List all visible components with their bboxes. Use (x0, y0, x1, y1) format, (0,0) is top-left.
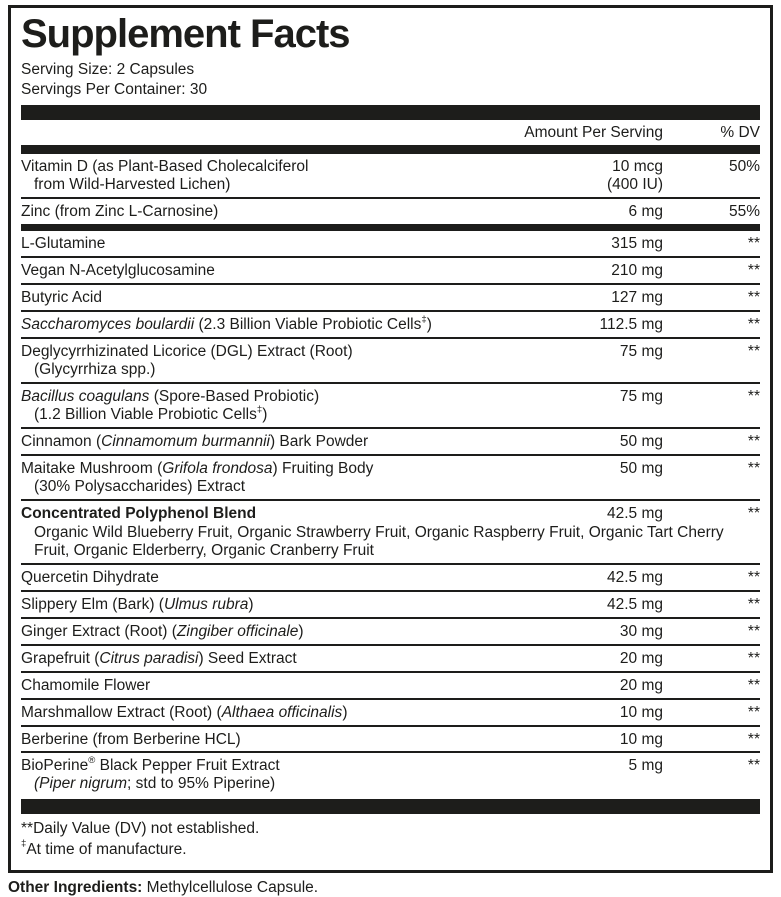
amount-per-serving: 50 mg (619, 459, 663, 477)
daily-value: ** (747, 568, 760, 586)
ingredient-row (21, 590, 760, 617)
ingredient-name: Grapefruit (Citrus paradisi) Seed Extract (21, 649, 297, 667)
ingredient-row (21, 337, 760, 382)
header-divider-bar (21, 105, 760, 120)
ingredient-name: Vitamin D (as Plant-Based Cholecalciferol from Wild-Harvested Lichen) (21, 158, 309, 194)
ingredient-row (21, 751, 760, 796)
ingredient-row (21, 231, 760, 256)
daily-value: ** (747, 343, 760, 360)
ingredient-name: Vegan N-Acetylglucosamine (21, 262, 215, 280)
ingredient-row (21, 283, 760, 310)
amount-per-serving: 10 mg (619, 730, 663, 748)
dv-column-header: % DV (720, 124, 760, 142)
daily-value: ** (747, 316, 760, 334)
ingredient-row (21, 671, 760, 698)
amount-per-serving: 315 mg (611, 235, 663, 253)
ingredient-name: Saccharomyces boulardii (2.3 Billion Viable Probiotic Cells‡) (21, 314, 432, 334)
daily-value: ** (747, 595, 760, 613)
column-header-bar (21, 145, 760, 154)
amount-per-serving: 112.5 mg (599, 316, 663, 334)
amount-per-serving: 210 mg (611, 262, 663, 280)
ingredient-row (21, 698, 760, 725)
ingredient-name: Zinc (from Zinc L-Carnosine) (21, 203, 219, 221)
supplement-facts-panel (8, 5, 773, 873)
ingredient-row (21, 197, 760, 224)
serving-size: Serving Size: 2 Capsules (21, 61, 195, 79)
daily-value: ** (747, 730, 760, 748)
ingredient-name: L-Glutamine (21, 235, 106, 253)
daily-value: ** (747, 757, 760, 775)
amount-per-serving: 30 mg (619, 622, 663, 640)
amount-per-serving: 127 mg (611, 289, 663, 307)
ingredient-name: Berberine (from Berberine HCL) (21, 730, 241, 748)
footnotes (21, 814, 760, 864)
amount-per-serving: 5 mg (628, 757, 663, 775)
ingredient-name: BioPerine® Black Pepper Fruit Extract (Piper nigrum; std to 95% Piperine) (21, 755, 280, 793)
amount-per-serving: 20 mg (619, 649, 663, 667)
ingredient-rows (21, 154, 760, 796)
other-ingredients-value: Methylcellulose Capsule. (142, 878, 319, 896)
daily-value: ** (747, 459, 760, 477)
ingredient-name: Quercetin Dihydrate (21, 568, 159, 586)
blend-sub-ingredients: Organic Wild Blueberry Fruit, Organic Strawberry Fruit, Organic Raspberry Fruit, Organic Tart Cherry Fruit, Organic Elderberry, Organic Cranberry Fruit (34, 523, 724, 559)
ingredient-name: Marshmallow Extract (Root) (Althaea officinalis) (21, 703, 348, 721)
amount-per-serving: 50 mg (619, 432, 663, 450)
ingredient-name: Concentrated Polyphenol Blend (21, 504, 257, 522)
amount-column-header: Amount Per Serving (524, 124, 663, 142)
ingredient-row (21, 256, 760, 283)
daily-value: ** (747, 703, 760, 721)
ingredient-row (21, 454, 760, 499)
ingredient-row (21, 617, 760, 644)
daily-value: ** (747, 289, 760, 307)
daily-value: ** (747, 504, 760, 522)
daily-value: ** (747, 676, 760, 694)
ingredient-name: Chamomile Flower (21, 676, 151, 694)
ingredient-name: Deglycyrrhizinated Licorice (DGL) Extract (Root) (Glycyrrhiza spp.) (21, 343, 353, 378)
amount-per-serving: 10 mcg (400 IU) (607, 158, 663, 194)
ingredient-name: Bacillus coagulans (Spore-Based Probiotic) (1.2 Billion Viable Probiotic Cells‡) (21, 387, 320, 423)
section-divider-bar (21, 224, 760, 231)
amount-per-serving: 42.5 mg (606, 595, 663, 613)
ingredient-row (21, 154, 760, 197)
footnote-divider-bar (21, 799, 760, 814)
daily-value: ** (747, 262, 760, 280)
daily-value: ** (747, 235, 760, 253)
servings-per-container: Servings Per Container: 30 (21, 80, 208, 98)
ingredient-name: Maitake Mushroom (Grifola frondosa) Fruiting Body (30% Polysaccharides) Extract (21, 459, 374, 495)
other-ingredients-label: Other Ingredients: (8, 878, 143, 896)
ingredient-name: Cinnamon (Cinnamomum burmannii) Bark Powder (21, 432, 369, 450)
ingredient-row (21, 644, 760, 671)
daily-value: 55% (728, 203, 760, 221)
panel-title: Supplement Facts (21, 12, 350, 56)
daily-value: ** (747, 622, 760, 640)
daily-value: ** (747, 387, 760, 405)
amount-per-serving: 42.5 mg (606, 504, 663, 522)
ingredient-name: Slippery Elm (Bark) (Ulmus rubra) (21, 595, 254, 613)
daily-value: 50% (728, 158, 760, 176)
daily-value: ** (747, 432, 760, 450)
ingredient-row (21, 563, 760, 590)
amount-per-serving: 42.5 mg (606, 568, 663, 586)
amount-per-serving: 6 mg (628, 203, 663, 221)
amount-per-serving: 75 mg (619, 387, 663, 405)
amount-per-serving: 75 mg (619, 343, 663, 360)
other-ingredients (8, 879, 781, 897)
ingredient-name: Butyric Acid (21, 289, 102, 307)
ingredient-row (21, 310, 760, 337)
ingredient-row (21, 499, 760, 563)
daily-value: ** (747, 649, 760, 667)
ingredient-row (21, 725, 760, 752)
footnote-line: **Daily Value (DV) not established. (21, 820, 260, 838)
footnote-line: ‡At time of manufacture. (21, 837, 187, 858)
ingredient-name: Ginger Extract (Root) (Zingiber officinale) (21, 622, 304, 640)
amount-per-serving: 20 mg (619, 676, 663, 694)
ingredient-row (21, 382, 760, 427)
column-header-row (21, 120, 760, 145)
amount-per-serving: 10 mg (619, 703, 663, 721)
ingredient-row (21, 427, 760, 454)
